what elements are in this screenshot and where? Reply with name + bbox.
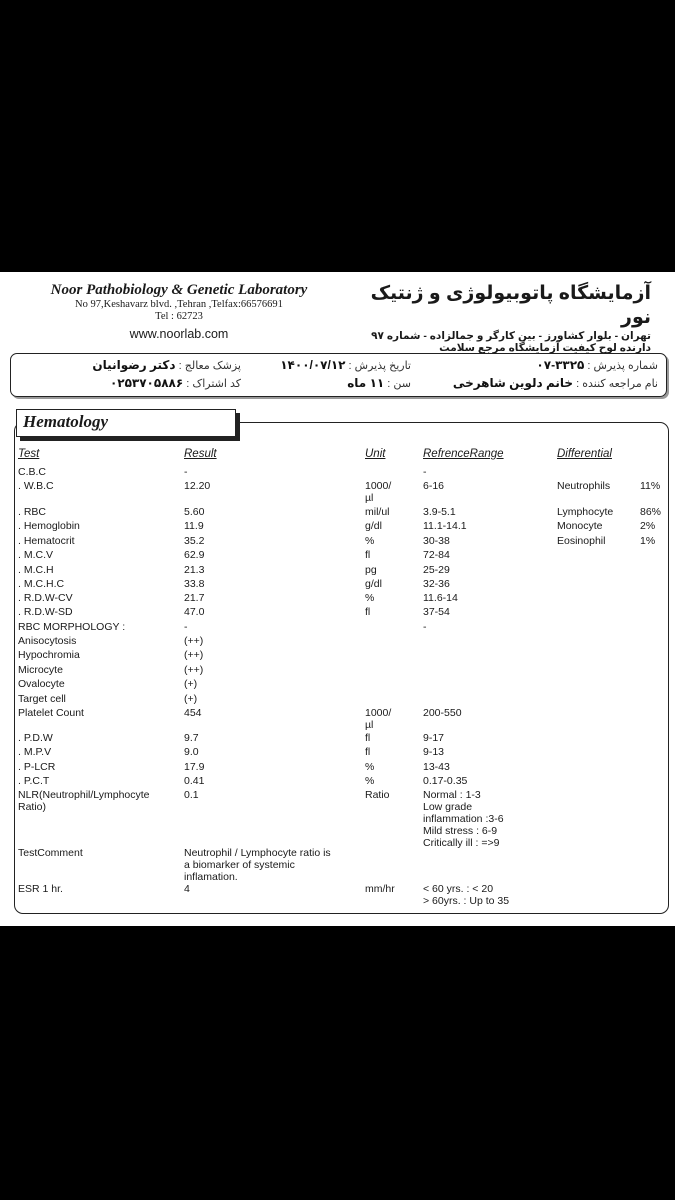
patient-name-field	[453, 376, 658, 390]
table-row	[0, 535, 675, 549]
test-unit: mil/ul	[365, 506, 390, 518]
test-unit: Ratio	[365, 789, 390, 801]
lab-quality-fa: دارنده لوح کیفیت آزمایشگاه مرجع سلامت	[439, 342, 651, 354]
table-row	[0, 847, 675, 883]
test-name: . R.D.W-SD	[18, 606, 73, 618]
test-result: 0.41	[184, 775, 205, 787]
test-name: . P.C.T	[18, 775, 50, 787]
patient-info-box	[10, 353, 667, 397]
table-row	[0, 480, 675, 504]
test-unit: 1000/ µl	[365, 707, 392, 731]
test-result: 454	[184, 707, 202, 719]
table-row	[0, 592, 675, 606]
test-range: < 60 yrs. : < 20 > 60yrs. : Up to 35	[423, 883, 510, 907]
test-range: 0.17-0.35	[423, 775, 468, 787]
test-name: TestComment	[18, 847, 83, 859]
header-persian	[351, 282, 651, 354]
table-row	[0, 707, 675, 731]
table-row	[0, 732, 675, 746]
doctor-name: دکتر رضوانیان	[92, 358, 176, 372]
test-range: 6-16	[423, 480, 445, 492]
test-name: Target cell	[18, 693, 66, 705]
test-name: . R.D.W-CV	[18, 592, 73, 604]
test-range: 9-17	[423, 732, 445, 744]
test-result: 12.20	[184, 480, 211, 492]
test-result: 9.7	[184, 732, 199, 744]
test-name: NLR(Neutrophil/Lymphocyte Ratio)	[18, 789, 150, 813]
differential-value: 1%	[640, 535, 656, 547]
lab-address-en: No 97,Keshavarz blvd. ,Tehran ,Telfax:66576691	[75, 299, 283, 310]
table-row	[0, 635, 675, 649]
differential-value: 86%	[640, 506, 662, 518]
test-result: 35.2	[184, 535, 205, 547]
age-field	[347, 376, 411, 390]
test-unit: pg	[365, 564, 377, 576]
admission-date: ۱۴۰۰/۰۷/۱۲	[280, 358, 346, 372]
subscription-code: ۰۲۵۳۷۰۵۸۸۶	[109, 376, 184, 390]
age-label: سن :	[387, 378, 411, 390]
table-row	[0, 746, 675, 760]
test-range: -	[423, 466, 427, 478]
test-name: Anisocytosis	[18, 635, 77, 647]
test-unit: fl	[365, 732, 371, 744]
test-range: 13-43	[423, 761, 450, 773]
admission-no: ۳۳۲۵-۰۷	[536, 358, 585, 372]
col-header-unit: Unit	[365, 448, 386, 460]
test-range: 200-550	[423, 707, 462, 719]
section-title: Hematology	[23, 412, 108, 431]
test-range: Normal : 1-3 Low grade inflammation :3-6 Mild stress : 6-9 Critically ill : =>9	[423, 789, 504, 849]
table-row	[0, 564, 675, 578]
age-value: ۱۱ ماه	[347, 376, 385, 390]
patient-name: خانم دلوین شاهرخی	[452, 376, 574, 390]
admission-no-label: شماره پذیرش :	[587, 360, 658, 372]
test-name: . M.C.H.C	[18, 578, 65, 590]
test-unit: 1000/ µl	[365, 480, 392, 504]
test-name: . P.D.W	[18, 732, 53, 744]
table-row	[0, 693, 675, 707]
test-name: C.B.C	[18, 466, 47, 478]
test-range: 37-54	[423, 606, 450, 618]
test-name: . W.B.C	[18, 480, 54, 492]
subscription-field	[110, 376, 241, 390]
test-name: . RBC	[18, 506, 47, 518]
table-row	[0, 578, 675, 592]
test-name: . P-LCR	[18, 761, 56, 773]
lab-address-fa: تهران - بلوار کشاورز - بین کارگر و جمالزاده - شماره ۹۷	[371, 330, 651, 342]
test-result: 17.9	[184, 761, 205, 773]
test-result: 9.0	[184, 746, 199, 758]
patient-label: نام مراجعه کننده :	[576, 378, 658, 390]
table-row	[0, 789, 675, 849]
test-name: Microcyte	[18, 664, 63, 676]
test-result: 4	[184, 883, 190, 895]
test-range: 9-13	[423, 746, 445, 758]
lab-website: www.noorlab.com	[129, 327, 229, 341]
test-name: . Hematocrit	[18, 535, 75, 547]
test-result: 0.1	[184, 789, 199, 801]
table-row	[0, 883, 675, 907]
test-range: 72-84	[423, 549, 450, 561]
test-range: 25-29	[423, 564, 450, 576]
table-row	[0, 664, 675, 678]
lab-tel: Tel : 62723	[155, 311, 203, 322]
test-name: RBC MORPHOLOGY :	[18, 621, 126, 633]
test-result: 62.9	[184, 549, 205, 561]
table-row	[0, 520, 675, 534]
table-row	[0, 466, 675, 480]
differential-name: Lymphocyte	[557, 506, 614, 518]
test-name: Hypochromia	[18, 649, 80, 661]
lab-report-sheet	[0, 272, 675, 926]
differential-value: 11%	[640, 480, 661, 492]
test-name: . Hemoglobin	[18, 520, 80, 532]
test-unit: %	[365, 775, 375, 787]
test-unit: mm/hr	[365, 883, 395, 895]
table-row	[0, 678, 675, 692]
col-header-result: Result	[184, 448, 217, 460]
test-result: (++)	[184, 664, 204, 676]
differential-name: Neutrophils	[557, 480, 611, 492]
test-range: 30-38	[423, 535, 450, 547]
table-row	[0, 761, 675, 775]
test-range: 32-36	[423, 578, 450, 590]
test-name: Platelet Count	[18, 707, 84, 719]
test-comment: Neutrophil / Lymphocyte ratio is a biomarker of systemic inflamation.	[184, 847, 331, 883]
test-name: . M.P.V	[18, 746, 52, 758]
test-result: -	[184, 621, 188, 633]
test-result: (+)	[184, 693, 198, 705]
section-title-box	[16, 409, 236, 437]
test-unit: g/dl	[365, 520, 382, 532]
doctor-field	[92, 358, 241, 372]
test-result: -	[184, 466, 188, 478]
test-result: 33.8	[184, 578, 205, 590]
test-unit: fl	[365, 549, 371, 561]
header-english	[0, 282, 358, 341]
test-unit: %	[365, 761, 375, 773]
col-header-test: Test	[18, 448, 40, 460]
col-header-differential: Differential	[557, 448, 612, 460]
table-row	[0, 549, 675, 563]
test-range: 3.9-5.1	[423, 506, 456, 518]
doctor-label: پزشک معالج :	[178, 360, 241, 372]
test-result: 5.60	[184, 506, 205, 518]
test-name: . M.C.V	[18, 549, 54, 561]
test-unit: g/dl	[365, 578, 382, 590]
admission-date-label: تاریخ پذیرش :	[348, 360, 411, 372]
test-result: 21.3	[184, 564, 205, 576]
test-unit: fl	[365, 746, 371, 758]
table-row	[0, 649, 675, 663]
test-range: 11.1-14.1	[423, 520, 467, 532]
test-unit: fl	[365, 606, 371, 618]
test-name: . M.C.H	[18, 564, 54, 576]
lab-name-fa: آزمایشگاه پاتوبیولوژی و ژنتیک نور	[370, 283, 651, 328]
differential-value: 2%	[640, 520, 656, 532]
table-row	[0, 775, 675, 789]
test-unit: %	[365, 592, 375, 604]
admission-date-field	[280, 358, 411, 372]
table-row	[0, 506, 675, 520]
differential-name: Monocyte	[557, 520, 603, 532]
test-range: 11.6-14	[423, 592, 458, 604]
col-header-range: RefrenceRange	[423, 448, 504, 460]
test-result: (++)	[184, 649, 204, 661]
table-row	[0, 621, 675, 635]
subscription-label: کد اشتراک :	[186, 378, 241, 390]
test-result: (+)	[184, 678, 198, 690]
lab-name-en: Noor Pathobiology & Genetic Laboratory	[50, 282, 308, 298]
test-result: 47.0	[184, 606, 205, 618]
test-result: 11.9	[184, 520, 204, 532]
test-name: ESR 1 hr.	[18, 883, 63, 895]
table-row	[0, 606, 675, 620]
test-range: -	[423, 621, 427, 633]
admission-no-field	[536, 358, 658, 372]
test-result: (++)	[184, 635, 204, 647]
differential-name: Eosinophil	[557, 535, 606, 547]
test-unit: %	[365, 535, 375, 547]
test-result: 21.7	[184, 592, 205, 604]
test-name: Ovalocyte	[18, 678, 65, 690]
